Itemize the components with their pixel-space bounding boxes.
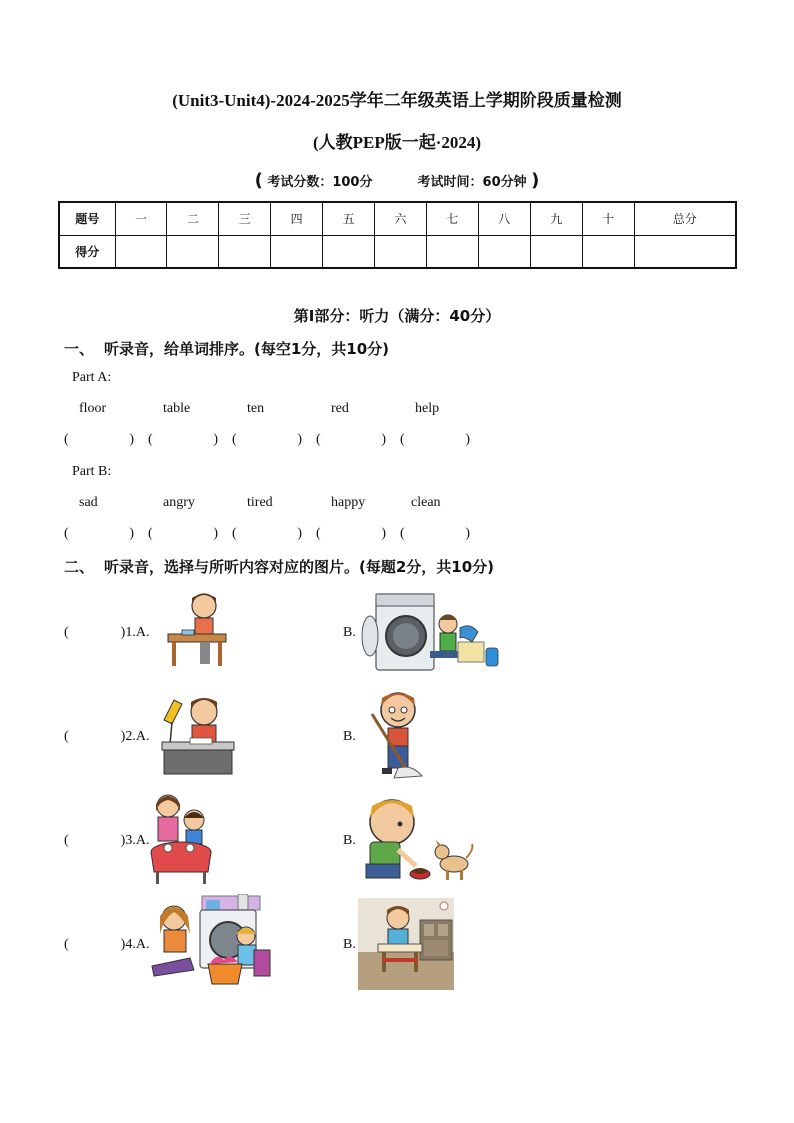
q2-title <box>64 556 494 577</box>
q2-item-3-b-label[interactable]: B. <box>343 833 356 848</box>
col-total: 总分 <box>634 202 736 235</box>
q2-number: 二、 <box>64 558 95 576</box>
answer-blank[interactable]: ( ) <box>148 526 218 541</box>
exam-info: ( 考试分数：100分 考试时间：60分钟 ) <box>254 170 540 191</box>
word-table: table <box>163 401 191 416</box>
q2-item-1-b-label[interactable]: B. <box>343 625 356 640</box>
score-cell[interactable] <box>582 235 634 268</box>
exam-title: (Unit3-Unit4)-2024-2025学年二年级英语上学期阶段质量检测 <box>172 91 622 110</box>
word-happy: happy <box>331 495 366 510</box>
family-table-picture[interactable] <box>148 792 214 886</box>
score-table-header-row <box>59 202 736 235</box>
answer-blank[interactable]: ( ) <box>64 526 134 541</box>
score-cell[interactable] <box>323 235 375 268</box>
mother-girl-laundry-picture[interactable] <box>150 894 276 986</box>
word-clean: clean <box>411 495 441 510</box>
score-cell[interactable] <box>167 235 219 268</box>
boy-wiping-table-picture[interactable] <box>162 588 232 670</box>
q2-instruction: 听录音，选择与所听内容对应的图片。(每题2分，共10分) <box>104 558 495 576</box>
q2-item-4-b-label[interactable]: B. <box>343 937 356 952</box>
answer-blank[interactable]: ( ) <box>316 526 386 541</box>
row-head-score: 得分 <box>59 235 115 268</box>
score-cell[interactable] <box>115 235 167 268</box>
word-ten: ten <box>247 401 265 416</box>
answer-blank[interactable]: ( ) <box>148 432 218 447</box>
boy-feeding-dog-picture[interactable] <box>362 794 476 884</box>
score-cell[interactable] <box>530 235 582 268</box>
boy-mopping-picture[interactable] <box>364 688 424 780</box>
score-cell[interactable] <box>426 235 478 268</box>
answer-blank[interactable]: ( ) <box>400 432 470 447</box>
score-cell[interactable] <box>271 235 323 268</box>
q2-item-2-number[interactable]: ( )2.A. <box>64 729 150 744</box>
word-sad: sad <box>79 495 98 510</box>
word-angry: angry <box>163 495 195 510</box>
answer-blank[interactable]: ( ) <box>232 526 302 541</box>
answer-blank[interactable]: ( ) <box>316 432 386 447</box>
col-8: 八 <box>478 202 530 235</box>
col-3: 三 <box>219 202 271 235</box>
col-10: 十 <box>582 202 634 235</box>
answer-blank[interactable]: ( ) <box>64 432 134 447</box>
col-6: 六 <box>375 202 427 235</box>
word-floor: floor <box>79 401 107 416</box>
q2-item-4-number[interactable]: ( )4.A. <box>64 937 150 952</box>
col-7: 七 <box>426 202 478 235</box>
score-table-score-row <box>59 235 736 268</box>
q2-item-2-b-label[interactable]: B. <box>343 729 356 744</box>
q1-number: 一、 <box>64 340 95 358</box>
score-cell[interactable] <box>219 235 271 268</box>
score-cell[interactable] <box>375 235 427 268</box>
word-red: red <box>331 401 349 416</box>
score-cell[interactable] <box>634 235 736 268</box>
exam-score-text: 考试分数：100分 <box>267 175 373 190</box>
boy-in-room-picture[interactable] <box>358 898 454 990</box>
q2-item-1-number[interactable]: ( )1.A. <box>64 625 150 640</box>
col-9: 九 <box>530 202 582 235</box>
col-5: 五 <box>323 202 375 235</box>
word-tired: tired <box>247 495 273 510</box>
score-table <box>58 201 737 269</box>
part-b-label: Part B: <box>72 464 112 479</box>
exam-subtitle: (人教PEP版一起·2024) <box>312 133 482 152</box>
col-2: 二 <box>167 202 219 235</box>
answer-blank[interactable]: ( ) <box>400 526 470 541</box>
col-1: 一 <box>115 202 167 235</box>
section-heading: 第Ⅰ部分：听力（满分：40分） <box>293 307 501 325</box>
part-a-label: Part A: <box>72 370 112 385</box>
answer-blank[interactable]: ( ) <box>232 432 302 447</box>
q2-item-3-number[interactable]: ( )3.A. <box>64 833 150 848</box>
score-cell[interactable] <box>478 235 530 268</box>
col-4: 四 <box>271 202 323 235</box>
boy-desk-lamp-picture[interactable] <box>160 690 236 776</box>
q1-title <box>64 338 389 359</box>
q1-instruction: 听录音，给单词排序。(每空1分，共10分) <box>104 340 390 358</box>
exam-time-text: 考试时间：60分钟 <box>417 175 527 190</box>
boy-laundry-picture[interactable] <box>360 592 502 674</box>
word-help: help <box>415 401 440 416</box>
row-head-question-number: 题号 <box>59 202 115 235</box>
